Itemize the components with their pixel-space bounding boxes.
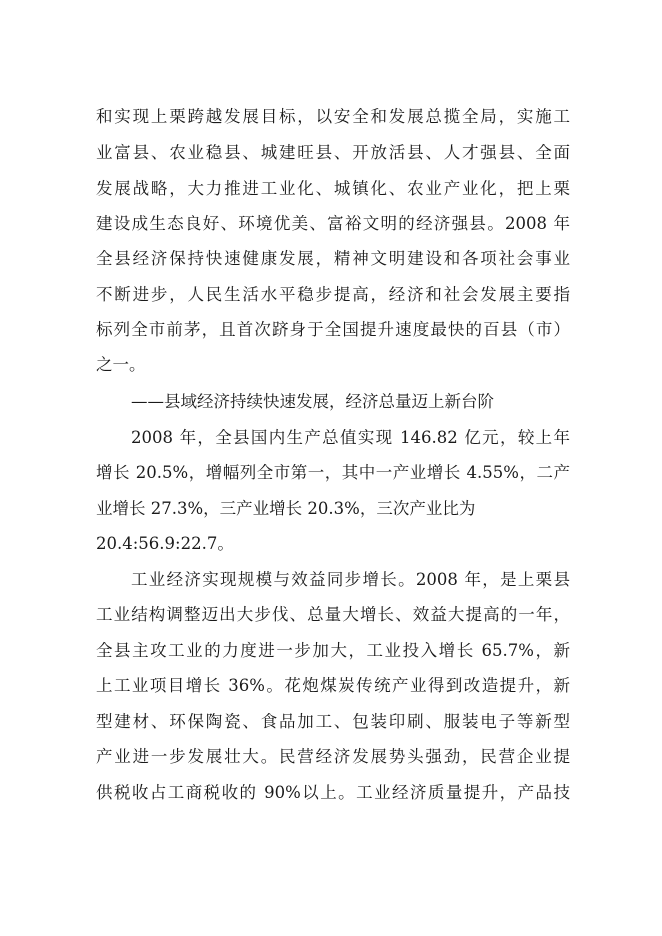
text-line: 供税收占工商税收的 90%以上。工业经济质量提升，产品技 xyxy=(96,783,570,802)
text-line: 业富县、农业稳县、城建旺县、开放活县、人才强县、全面 xyxy=(96,143,570,162)
text-line: 和实现上栗跨越发展目标，以安全和发展总揽全局，实施工 xyxy=(96,107,570,126)
text-line: 发展战略，大力推进工业化、城镇化、农业产业化，把上栗 xyxy=(96,179,570,198)
text-line: 20.4:56.9:22.7。 xyxy=(96,534,234,553)
text-line: 上工业项目增长 36%。花炮煤炭传统产业得到改造提升，新 xyxy=(96,676,570,695)
text-line: 之一。 xyxy=(96,355,146,374)
text-line: 不断进步，人民生活水平稳步提高，经济和社会发展主要指 xyxy=(96,285,570,304)
text-line: 工业经济实现规模与效益同步增长。2008 年，是上栗县 xyxy=(131,570,570,589)
text-line: 型建材、环保陶瓷、食品加工、包装印刷、服装电子等新型 xyxy=(96,712,570,731)
text-line: 建设成生态良好、环境优美、富裕文明的经济强县。2008 年 xyxy=(96,214,570,233)
text-line: 产业进一步发展壮大。民营经济发展势头强劲，民营企业提 xyxy=(96,747,570,766)
text-line: 标列全市前茅，且首次跻身于全国提升速度最快的百县（市） xyxy=(96,320,570,339)
text-line: 2008 年，全县国内生产总值实现 146.82 亿元，较上年 xyxy=(131,428,570,447)
text-line: 工业结构调整迈出大步伐、总量大增长、效益大提高的一年， xyxy=(96,605,570,624)
text-line: 全县主攻工业的力度进一步加大，工业投入增长 65.7%，新 xyxy=(96,641,570,660)
text-line: 业增长 27.3%，三产业增长 20.3%，三次产业比为 xyxy=(96,499,476,518)
section-heading: ——县域经济持续快速发展，经济总量迈上新台阶 xyxy=(131,392,494,411)
text-line: 增长 20.5%，增幅列全市第一，其中一产业增长 4.55%，二产 xyxy=(96,463,570,482)
text-line: 全县经济保持快速健康发展，精神文明建设和各项社会事业 xyxy=(96,249,570,268)
